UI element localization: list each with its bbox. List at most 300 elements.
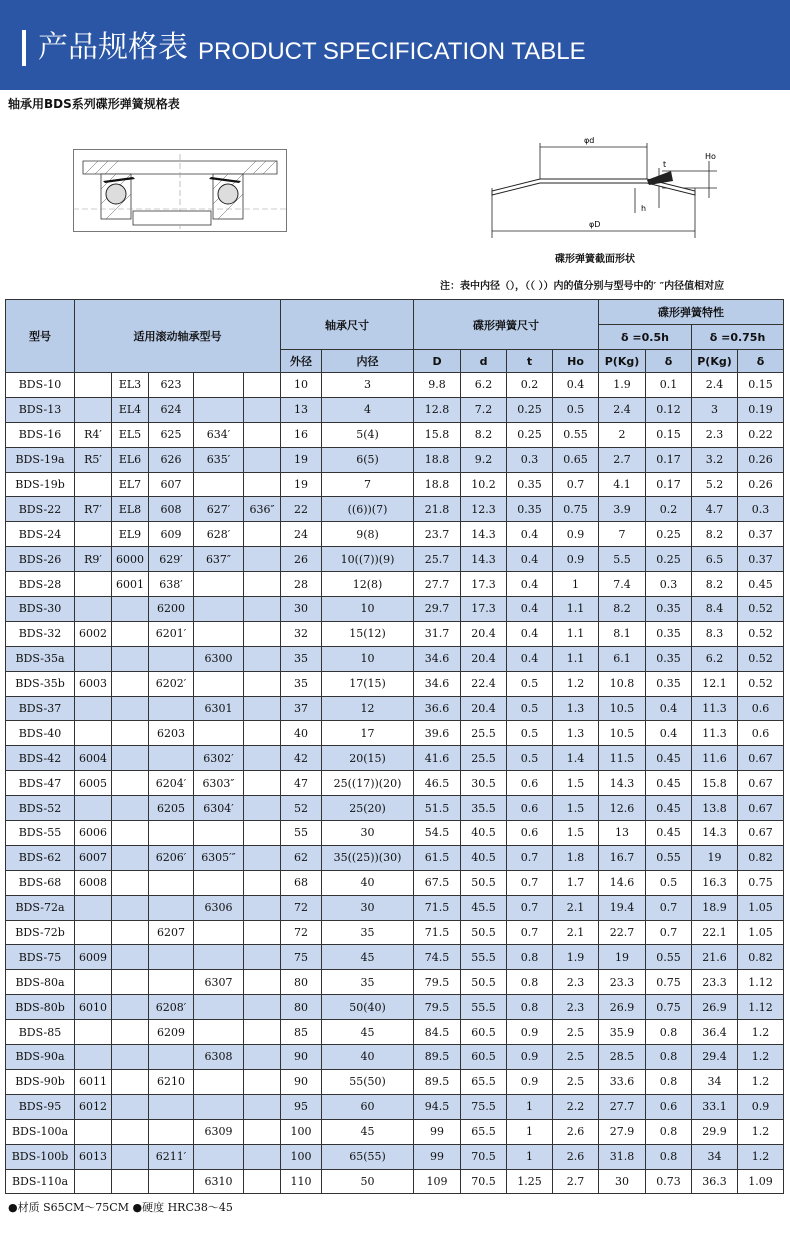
table-cell bbox=[149, 1169, 194, 1194]
table-cell: 80 bbox=[281, 970, 322, 995]
table-row bbox=[6, 771, 784, 796]
table-cell: 109 bbox=[414, 1169, 461, 1194]
table-cell: 8.4 bbox=[692, 597, 738, 622]
table-cell bbox=[244, 397, 281, 422]
table-cell: 7.2 bbox=[461, 397, 507, 422]
table-cell: 0.55 bbox=[646, 845, 692, 870]
table-cell: 0.9 bbox=[507, 1020, 553, 1045]
table-row bbox=[6, 547, 784, 572]
table-cell: 2.5 bbox=[553, 1069, 599, 1094]
table-row bbox=[6, 572, 784, 597]
table-cell: 27.7 bbox=[414, 572, 461, 597]
table-cell: 0.9 bbox=[507, 1069, 553, 1094]
table-cell: 2.1 bbox=[553, 895, 599, 920]
table-cell: BDS-32 bbox=[6, 621, 75, 646]
table-row bbox=[6, 696, 784, 721]
table-cell bbox=[112, 671, 149, 696]
table-cell: 45 bbox=[322, 945, 414, 970]
table-cell: 6208′ bbox=[149, 995, 194, 1020]
table-cell: 0.45 bbox=[646, 771, 692, 796]
table-cell: 46.5 bbox=[414, 771, 461, 796]
table-cell: 16.7 bbox=[599, 845, 646, 870]
table-row bbox=[6, 870, 784, 895]
table-row bbox=[6, 721, 784, 746]
table-cell bbox=[194, 1144, 244, 1169]
table-row bbox=[6, 796, 784, 821]
table-cell: 1.2 bbox=[738, 1119, 784, 1144]
header-delta-05: δ =0.5h bbox=[599, 325, 692, 350]
table-note: 注：表中内径（），（（ ））内的值分别与型号中的′ ″内径值相对应 bbox=[440, 281, 725, 292]
table-cell: 19.4 bbox=[599, 895, 646, 920]
table-cell: 25.7 bbox=[414, 547, 461, 572]
table-cell bbox=[112, 771, 149, 796]
table-cell: BDS-72b bbox=[6, 920, 75, 945]
table-cell: 0.7 bbox=[507, 845, 553, 870]
table-row bbox=[6, 397, 784, 422]
table-cell: 0.7 bbox=[553, 472, 599, 497]
table-cell: 6003 bbox=[75, 671, 112, 696]
table-cell: 3.9 bbox=[599, 497, 646, 522]
table-cell bbox=[194, 572, 244, 597]
table-cell: 16 bbox=[281, 422, 322, 447]
table-cell: 1.5 bbox=[553, 771, 599, 796]
header-bearing-model: 适用滚动轴承型号 bbox=[75, 300, 281, 373]
table-cell: 12(8) bbox=[322, 572, 414, 597]
table-cell: R9′ bbox=[75, 547, 112, 572]
table-cell: 0.19 bbox=[738, 397, 784, 422]
table-cell bbox=[112, 1169, 149, 1194]
table-cell: 27.7 bbox=[599, 1094, 646, 1119]
table-cell: 61.5 bbox=[414, 845, 461, 870]
table-cell bbox=[244, 771, 281, 796]
table-row bbox=[6, 472, 784, 497]
table-cell: 0.9 bbox=[553, 547, 599, 572]
table-cell: 6309 bbox=[194, 1119, 244, 1144]
table-cell: 0.35 bbox=[646, 597, 692, 622]
table-cell: 29.7 bbox=[414, 597, 461, 622]
table-cell: 18.8 bbox=[414, 472, 461, 497]
table-cell bbox=[149, 945, 194, 970]
table-cell: 7 bbox=[322, 472, 414, 497]
table-cell: 40 bbox=[322, 870, 414, 895]
table-cell: 0.45 bbox=[646, 796, 692, 821]
table-cell: 55 bbox=[281, 821, 322, 846]
table-cell bbox=[112, 696, 149, 721]
table-cell bbox=[112, 995, 149, 1020]
table-cell: 9(8) bbox=[322, 522, 414, 547]
table-cell bbox=[194, 1020, 244, 1045]
table-row bbox=[6, 845, 784, 870]
table-cell: 0.37 bbox=[738, 522, 784, 547]
table-cell: BDS-90b bbox=[6, 1069, 75, 1094]
table-cell: 4 bbox=[322, 397, 414, 422]
spec-table-body bbox=[6, 373, 784, 1194]
table-cell: 23.3 bbox=[599, 970, 646, 995]
table-cell: 624 bbox=[149, 397, 194, 422]
table-cell bbox=[244, 995, 281, 1020]
table-cell: 6300 bbox=[194, 646, 244, 671]
table-cell: 6009 bbox=[75, 945, 112, 970]
table-row bbox=[6, 1069, 784, 1094]
table-cell: 1.8 bbox=[553, 845, 599, 870]
table-cell: BDS-47 bbox=[6, 771, 75, 796]
table-cell: 1.3 bbox=[553, 721, 599, 746]
table-cell: 0.37 bbox=[738, 547, 784, 572]
table-cell: 55(50) bbox=[322, 1069, 414, 1094]
table-cell: 6201′ bbox=[149, 621, 194, 646]
table-cell bbox=[112, 597, 149, 622]
table-cell bbox=[75, 1020, 112, 1045]
table-cell: 1 bbox=[507, 1119, 553, 1144]
table-cell: 42 bbox=[281, 746, 322, 771]
table-cell: 50.5 bbox=[461, 870, 507, 895]
table-cell bbox=[244, 845, 281, 870]
table-cell bbox=[244, 1144, 281, 1169]
table-row bbox=[6, 1119, 784, 1144]
table-cell bbox=[194, 597, 244, 622]
table-cell bbox=[194, 721, 244, 746]
table-cell: 50 bbox=[322, 1169, 414, 1194]
table-cell: 12.8 bbox=[414, 397, 461, 422]
table-cell: 30.5 bbox=[461, 771, 507, 796]
table-cell: 22.1 bbox=[692, 920, 738, 945]
table-cell: ((6))(7) bbox=[322, 497, 414, 522]
table-cell: 40.5 bbox=[461, 845, 507, 870]
table-cell: 1.2 bbox=[738, 1045, 784, 1070]
table-cell: 0.8 bbox=[646, 1144, 692, 1169]
table-cell: 19 bbox=[599, 945, 646, 970]
table-cell: 0.25 bbox=[507, 397, 553, 422]
table-cell: 22 bbox=[281, 497, 322, 522]
table-cell: 15.8 bbox=[692, 771, 738, 796]
table-cell: 34.6 bbox=[414, 671, 461, 696]
table-cell: 1 bbox=[553, 572, 599, 597]
table-cell: 19 bbox=[281, 447, 322, 472]
table-cell bbox=[112, 721, 149, 746]
spec-table bbox=[5, 299, 784, 1194]
table-cell: BDS-95 bbox=[6, 1094, 75, 1119]
table-cell bbox=[112, 920, 149, 945]
figure-caption: 碟形弹簧截面形状 bbox=[555, 254, 635, 265]
table-cell: 0.82 bbox=[738, 845, 784, 870]
table-cell: 0.35 bbox=[507, 497, 553, 522]
table-cell: 6004 bbox=[75, 746, 112, 771]
table-cell: 0.65 bbox=[553, 447, 599, 472]
table-cell: 24 bbox=[281, 522, 322, 547]
table-cell: BDS-22 bbox=[6, 497, 75, 522]
table-cell: 0.7 bbox=[507, 920, 553, 945]
table-cell bbox=[149, 895, 194, 920]
table-cell: BDS-28 bbox=[6, 572, 75, 597]
table-cell: 10.8 bbox=[599, 671, 646, 696]
table-cell: 0.6 bbox=[646, 1094, 692, 1119]
table-cell: 74.5 bbox=[414, 945, 461, 970]
table-cell: 17(15) bbox=[322, 671, 414, 696]
table-cell: 2.4 bbox=[599, 397, 646, 422]
table-cell: 29.9 bbox=[692, 1119, 738, 1144]
dim-D-label: φD bbox=[589, 220, 601, 229]
table-cell: 6(5) bbox=[322, 447, 414, 472]
table-cell: 36.3 bbox=[692, 1169, 738, 1194]
header-inner: 内径 bbox=[322, 350, 414, 373]
table-cell: 12.1 bbox=[692, 671, 738, 696]
table-cell: 68 bbox=[281, 870, 322, 895]
table-cell: 1.05 bbox=[738, 895, 784, 920]
table-cell bbox=[194, 995, 244, 1020]
header-t: t bbox=[507, 350, 553, 373]
table-cell: 20.4 bbox=[461, 621, 507, 646]
table-cell: 9.8 bbox=[414, 373, 461, 398]
spring-section-drawing bbox=[487, 133, 727, 243]
table-cell bbox=[149, 821, 194, 846]
table-cell: 0.25 bbox=[646, 547, 692, 572]
table-cell: 45.5 bbox=[461, 895, 507, 920]
table-cell: 1.2 bbox=[738, 1020, 784, 1045]
table-cell: 0.25 bbox=[507, 422, 553, 447]
table-cell: 6200 bbox=[149, 597, 194, 622]
table-cell: 1.1 bbox=[553, 597, 599, 622]
table-cell: BDS-85 bbox=[6, 1020, 75, 1045]
table-cell bbox=[112, 746, 149, 771]
table-cell: 67.5 bbox=[414, 870, 461, 895]
table-cell: 30 bbox=[322, 895, 414, 920]
table-cell: 95 bbox=[281, 1094, 322, 1119]
header-P1: P(Kg) bbox=[599, 350, 646, 373]
table-cell: 100 bbox=[281, 1144, 322, 1169]
table-cell: 34 bbox=[692, 1144, 738, 1169]
table-cell: 1.12 bbox=[738, 995, 784, 1020]
table-cell: 6007 bbox=[75, 845, 112, 870]
table-cell bbox=[112, 1094, 149, 1119]
table-cell: 62 bbox=[281, 845, 322, 870]
table-cell: 0.5 bbox=[507, 746, 553, 771]
table-cell: 51.5 bbox=[414, 796, 461, 821]
table-cell: 3 bbox=[692, 397, 738, 422]
table-cell: 0.67 bbox=[738, 796, 784, 821]
table-cell: 99 bbox=[414, 1119, 461, 1144]
table-cell bbox=[75, 696, 112, 721]
table-cell bbox=[194, 870, 244, 895]
table-cell: 0.15 bbox=[738, 373, 784, 398]
table-cell bbox=[244, 721, 281, 746]
table-row bbox=[6, 1045, 784, 1070]
table-row bbox=[6, 995, 784, 1020]
table-cell: 626 bbox=[149, 447, 194, 472]
table-row bbox=[6, 1144, 784, 1169]
table-cell: 26.9 bbox=[599, 995, 646, 1020]
table-cell: 4.1 bbox=[599, 472, 646, 497]
table-cell: 1.25 bbox=[507, 1169, 553, 1194]
table-cell bbox=[112, 646, 149, 671]
table-cell: 6011 bbox=[75, 1069, 112, 1094]
table-cell: 638′ bbox=[149, 572, 194, 597]
table-cell: 0.5 bbox=[553, 397, 599, 422]
table-cell: BDS-16 bbox=[6, 422, 75, 447]
header-D: D bbox=[414, 350, 461, 373]
table-cell: 0.22 bbox=[738, 422, 784, 447]
table-cell: 30 bbox=[599, 1169, 646, 1194]
table-cell: 1.5 bbox=[553, 796, 599, 821]
table-cell: 54.5 bbox=[414, 821, 461, 846]
table-cell: 0.2 bbox=[507, 373, 553, 398]
table-cell bbox=[75, 472, 112, 497]
table-cell bbox=[149, 1119, 194, 1144]
table-cell: 27.9 bbox=[599, 1119, 646, 1144]
table-cell: 13 bbox=[281, 397, 322, 422]
table-cell: 609 bbox=[149, 522, 194, 547]
table-cell: 1.05 bbox=[738, 920, 784, 945]
table-cell: 0.6 bbox=[738, 721, 784, 746]
table-cell: 85 bbox=[281, 1020, 322, 1045]
table-cell: EL6 bbox=[112, 447, 149, 472]
table-cell bbox=[112, 796, 149, 821]
table-cell: EL8 bbox=[112, 497, 149, 522]
table-cell bbox=[244, 796, 281, 821]
header-banner bbox=[0, 0, 790, 90]
table-cell: 0.4 bbox=[507, 646, 553, 671]
table-cell: 55.5 bbox=[461, 945, 507, 970]
table-row bbox=[6, 970, 784, 995]
table-cell bbox=[244, 671, 281, 696]
table-cell bbox=[75, 1169, 112, 1194]
table-cell: 8.2 bbox=[692, 572, 738, 597]
header-P2: P(Kg) bbox=[692, 350, 738, 373]
table-cell bbox=[194, 472, 244, 497]
table-cell bbox=[244, 472, 281, 497]
table-cell bbox=[112, 945, 149, 970]
table-cell: 25((17))(20) bbox=[322, 771, 414, 796]
table-cell: BDS-35b bbox=[6, 671, 75, 696]
table-subtitle: 轴承用BDS系列碟形弹簧规格表 bbox=[8, 97, 180, 111]
table-cell: 36.6 bbox=[414, 696, 461, 721]
table-cell: 45 bbox=[322, 1020, 414, 1045]
table-cell: 629′ bbox=[149, 547, 194, 572]
table-cell: 8.1 bbox=[599, 621, 646, 646]
table-cell: 6205 bbox=[149, 796, 194, 821]
table-cell bbox=[112, 621, 149, 646]
table-cell: 1.12 bbox=[738, 970, 784, 995]
table-cell: 0.4 bbox=[507, 621, 553, 646]
table-cell: 0.52 bbox=[738, 671, 784, 696]
table-row bbox=[6, 821, 784, 846]
table-cell: 30 bbox=[322, 821, 414, 846]
table-cell: 0.35 bbox=[507, 472, 553, 497]
table-cell: 34.6 bbox=[414, 646, 461, 671]
table-cell: 7.4 bbox=[599, 572, 646, 597]
table-cell: 0.67 bbox=[738, 771, 784, 796]
table-cell: 31.7 bbox=[414, 621, 461, 646]
table-cell: 6310 bbox=[194, 1169, 244, 1194]
table-cell: 1.9 bbox=[553, 945, 599, 970]
table-cell: 0.5 bbox=[507, 671, 553, 696]
table-cell: 89.5 bbox=[414, 1069, 461, 1094]
table-cell: 0.67 bbox=[738, 746, 784, 771]
table-cell bbox=[112, 1020, 149, 1045]
table-cell: 0.1 bbox=[646, 373, 692, 398]
table-cell: 39.6 bbox=[414, 721, 461, 746]
table-cell: 0.35 bbox=[646, 621, 692, 646]
table-cell: 72 bbox=[281, 895, 322, 920]
table-cell: 71.5 bbox=[414, 895, 461, 920]
table-cell: 0.35 bbox=[646, 646, 692, 671]
table-cell: 55.5 bbox=[461, 995, 507, 1020]
table-cell: 89.5 bbox=[414, 1045, 461, 1070]
table-cell: 0.5 bbox=[507, 696, 553, 721]
table-cell bbox=[244, 597, 281, 622]
table-cell: 23.7 bbox=[414, 522, 461, 547]
table-cell: 8.3 bbox=[692, 621, 738, 646]
table-cell: 2.5 bbox=[553, 1045, 599, 1070]
table-cell: 8.2 bbox=[599, 597, 646, 622]
table-cell: 0.4 bbox=[646, 721, 692, 746]
table-cell: 12 bbox=[322, 696, 414, 721]
table-cell: 18.9 bbox=[692, 895, 738, 920]
table-cell: 17.3 bbox=[461, 572, 507, 597]
bearing-assembly-drawing bbox=[73, 149, 287, 232]
table-cell: EL7 bbox=[112, 472, 149, 497]
table-cell bbox=[75, 920, 112, 945]
table-cell: 12.6 bbox=[599, 796, 646, 821]
table-cell: BDS-55 bbox=[6, 821, 75, 846]
table-cell bbox=[112, 1069, 149, 1094]
table-cell: 84.5 bbox=[414, 1020, 461, 1045]
table-cell: R7′ bbox=[75, 497, 112, 522]
table-cell: 15(12) bbox=[322, 621, 414, 646]
table-cell bbox=[194, 821, 244, 846]
table-cell: 2.3 bbox=[553, 970, 599, 995]
table-cell: 2.6 bbox=[553, 1119, 599, 1144]
table-cell: 47 bbox=[281, 771, 322, 796]
table-cell: 0.73 bbox=[646, 1169, 692, 1194]
table-cell: 35 bbox=[322, 920, 414, 945]
table-cell: 70.5 bbox=[461, 1169, 507, 1194]
table-cell: 11.3 bbox=[692, 721, 738, 746]
table-cell: 35 bbox=[281, 671, 322, 696]
table-cell: 28.5 bbox=[599, 1045, 646, 1070]
table-cell: 8.2 bbox=[461, 422, 507, 447]
table-cell: 0.4 bbox=[553, 373, 599, 398]
table-cell: 6010 bbox=[75, 995, 112, 1020]
table-cell: 2 bbox=[599, 422, 646, 447]
table-cell: R5′ bbox=[75, 447, 112, 472]
table-cell: 0.52 bbox=[738, 621, 784, 646]
table-cell bbox=[244, 970, 281, 995]
table-cell bbox=[194, 1069, 244, 1094]
table-cell bbox=[112, 1045, 149, 1070]
table-cell: 0.52 bbox=[738, 646, 784, 671]
table-cell: BDS-24 bbox=[6, 522, 75, 547]
table-cell: 2.7 bbox=[553, 1169, 599, 1194]
table-cell: 2.3 bbox=[692, 422, 738, 447]
table-row bbox=[6, 1169, 784, 1194]
table-cell bbox=[149, 746, 194, 771]
table-cell bbox=[112, 895, 149, 920]
table-cell bbox=[75, 572, 112, 597]
table-cell: 6307 bbox=[194, 970, 244, 995]
table-cell bbox=[244, 821, 281, 846]
table-cell: 18.8 bbox=[414, 447, 461, 472]
table-cell: BDS-100a bbox=[6, 1119, 75, 1144]
table-cell: BDS-90a bbox=[6, 1045, 75, 1070]
table-cell: 628′ bbox=[194, 522, 244, 547]
table-cell: 10.5 bbox=[599, 721, 646, 746]
table-cell: 32 bbox=[281, 621, 322, 646]
table-cell: 3.2 bbox=[692, 447, 738, 472]
table-cell: BDS-19b bbox=[6, 472, 75, 497]
table-cell: 1.4 bbox=[553, 746, 599, 771]
table-cell bbox=[244, 447, 281, 472]
table-cell: 1 bbox=[507, 1144, 553, 1169]
